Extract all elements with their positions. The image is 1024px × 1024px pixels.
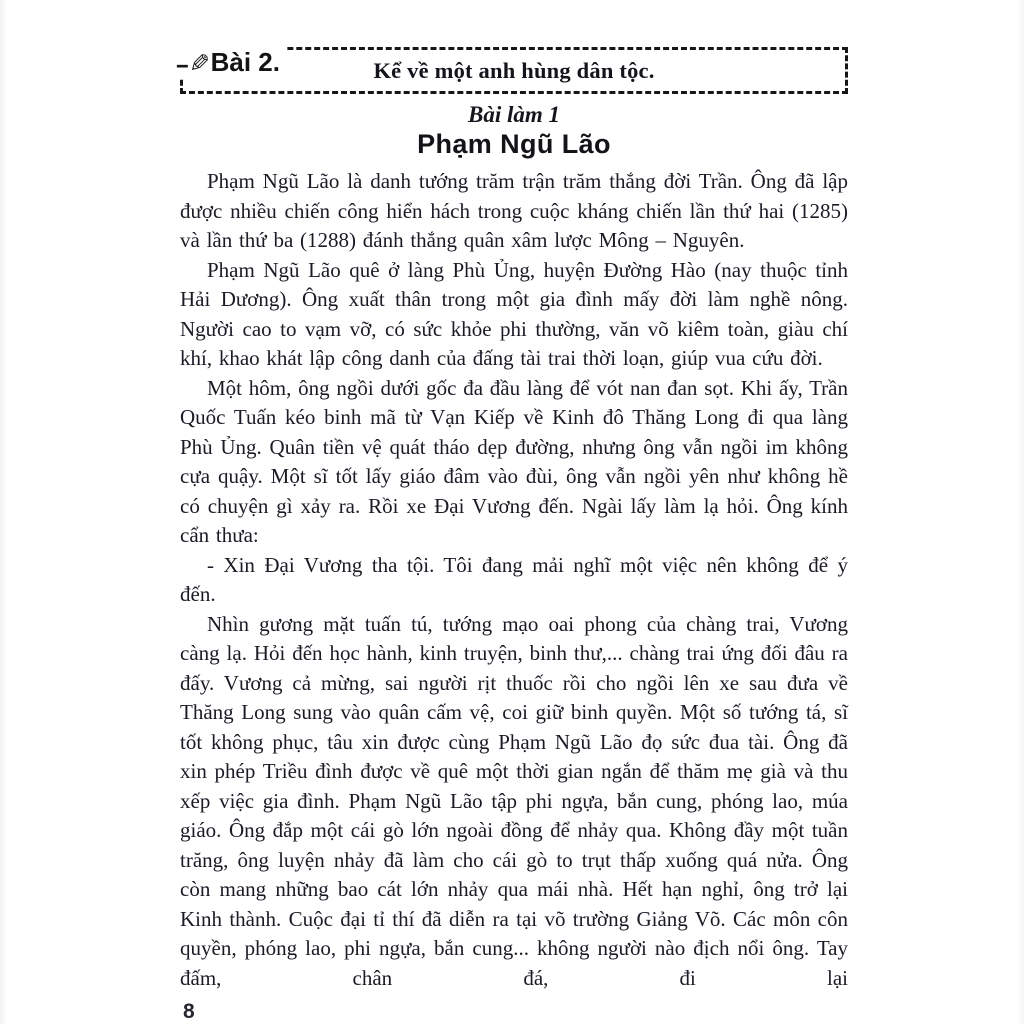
- essay-paragraph-5: Nhìn gương mặt tuấn tú, tướng mạo oai phong của chàng trai, Vương càng lạ. Hỏi đến học hành, kinh truyện, binh thư,... chàng trai ứng đối đâu ra đấy. Vương cả mừng, sai người rịt thuốc rồi cho ngồi lên xe sau đưa về Thăng Long sung vào quân cấm vệ, coi giữ binh quyền. Một số tướng tá, sĩ tốt không phục, tâu xin được cùng Phạm Ngũ Lão đọ sức đua tài. Ông đã xin phép Triều đình được về quê một thời gian ngắn để thăm mẹ già và thu xếp việc gia đình. Phạm Ngũ Lão tập phi ngựa, bắn cung, phóng lao, múa giáo. Ông đắp một cái gò lớn ngoài đồng để nhảy qua. Không đầy một tuần trăng, ông luyện nhảy đã làm cho cái gò to trụt thấp xuống quá nửa. Ông còn mang những bao cát lớn nhảy qua mái nhà. Hết hạn nghỉ, ông trở lại Kinh thành. Cuộc đại tỉ thí đã diễn ra tại võ trường Giảng Võ. Các môn côn quyền, phóng lao, phi ngựa, bắn cung... không người nào địch nổi ông. Tay đấm, chân đá, đi lại: [180, 611, 848, 990]
- essay-paragraph-2: Phạm Ngũ Lão quê ở làng Phù Ủng, huyện Đường Hào (nay thuộc tỉnh Hải Dương). Ông xuất thân trong một gia đình mấy đời làm nghề nông. Người cao to vạm vỡ, có sức khỏe phi thường, văn võ kiêm toàn, giàu chí khí, khao khát lập công danh của đấng tài trai thời loạn, giúp vua cứu đời.: [180, 257, 848, 370]
- lesson-number-label: Bài 2.: [210, 47, 280, 77]
- essay-paragraph-dialog: - Xin Đại Vương tha tội. Tôi đang mải nghĩ một việc nên không để ý đến.: [180, 552, 848, 606]
- page-content: [176, 20, 848, 1024]
- essay-body: [180, 167, 848, 993]
- page-number: 8: [183, 1000, 195, 1023]
- lesson-label: [176, 47, 286, 79]
- essay-attempt-label: Bài làm 1: [467, 102, 560, 127]
- essay-title: Phạm Ngũ Lão: [417, 129, 611, 159]
- essay-paragraph-3: Một hôm, ông ngồi dưới gốc đa đầu làng để vót nan đan sọt. Khi ấy, Trần Quốc Tuấn kéo binh mã từ Vạn Kiếp về Kinh đô Thăng Long đi qua làng Phù Ủng. Quân tiền vệ quát tháo dẹp đường, nhưng ông vẫn ngồi im không cựa quậy. Một sĩ tốt lấy giáo đâm vào đùi, ông vẫn ngồi yên như không hề có chuyện gì xảy ra. Rồi xe Đại Vương đến. Ngài lấy làm lạ hỏi. Ông kính cẩn thưa:: [180, 375, 848, 547]
- dash-decoration: --: [176, 52, 187, 77]
- topic-title: Kể về một anh hùng dân tộc.: [373, 57, 655, 83]
- essay-paragraph-1: Phạm Ngũ Lão là danh tướng trăm trận trăm thắng đời Trần. Ông đã lập được nhiều chiến công hiển hách trong cuộc kháng chiến lần thứ hai (1285) và lần thứ ba (1288) đánh thắng quân xâm lược Mông – Nguyên.: [180, 169, 848, 252]
- lesson-header: [176, 47, 848, 94]
- pencil-icon: ✎: [188, 49, 210, 78]
